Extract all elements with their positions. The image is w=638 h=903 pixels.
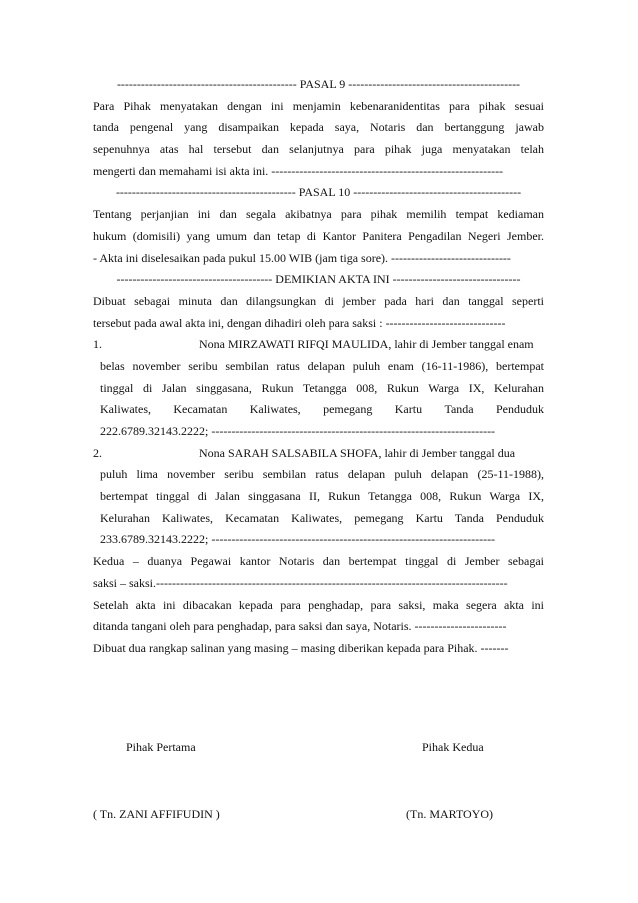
word: Tanda [444,402,474,417]
closing-line: ditanda tangani oleh para penghadap, para saksi dan saya, Notaris. ----------------------- [93,619,507,634]
second-party-title: Pihak Kedua [422,740,484,754]
word: Penduduk [495,402,544,417]
word: Kecamatan [173,402,228,417]
witness-1-spread-line [93,399,544,421]
first-party-name: ( Tn. ZANI AFFIFUDIN ) [93,807,220,821]
witness-1-number: 1. [93,337,102,352]
paragraph-line: - Akta ini diselesaikan pada pukul 15.00 WIB (jam tiga sore). ------------------------------ [93,250,511,265]
pasal-10-heading: --------------------------------------------- PASAL 10 ------------------------------------------ [115,185,522,200]
witness-1-text: Nona MIRZAWATI RIFQI MAULIDA, lahir di Jember tanggal enam [199,337,534,352]
witness-1-line: tinggal di Jalan singgasana, Rukun Tetangga 008, Rukun Warga IX, Kelurahan [100,380,544,395]
closing-line: Kedua – duanya Pegawai kantor Notaris dan bertempat tinggal di Jember sebagai [93,554,544,569]
witness-2-id-line: 233.6789.32143.2222; ----------------------------------------------------------------------- [100,532,496,547]
closing-line: Setelah akta ini dibacakan kepada para penghadap, para saksi, maka segera akta ini [93,597,544,612]
paragraph-line: Tentang perjanjian ini dan segala akibatnya para pihak memilih tempat kediaman [93,207,544,222]
pasal-9-heading: --------------------------------------------- PASAL 9 ------------------------------------------- [116,77,521,91]
deed-page [93,74,544,821]
paragraph-line: Para Pihak menyatakan dengan ini menjamin kebenaranidentitas para pihak sesuai [93,98,544,113]
paragraph-line: Dibuat sebagai minuta dan dilangsungkan di jember pada hari dan tanggal seperti [93,293,544,308]
signature-titles [93,740,544,762]
signature-names [93,807,544,829]
closing-line: Dibuat dua rangkap salinan yang masing – masing diberikan kepada para Pihak. ------- [93,640,509,655]
closing-line: saksi – saksi.---------------------------------------------------------------------------------------- [93,575,508,590]
witness-2-text: Nona SARAH SALSABILA SHOFA, lahir di Jember tanggal dua [199,445,516,460]
word: Kaliwates, [100,402,151,417]
word: Kaliwates, [249,402,301,417]
witness-1-line: belas november seribu sembilan ratus delapan puluh enam (16-11-1986), bertempat [100,358,544,373]
witness-2-number: 2. [93,445,102,460]
witness-1-first-line [93,334,544,356]
witness-2-line: puluh lima november seribu sembilan ratus delapan puluh delapan (25-11-1988), [100,467,544,482]
witness-2-first-line [93,443,544,465]
paragraph-line: mengerti dan memahami isi akta ini. ---------------------------------------------------------- [93,163,504,178]
word: pemegang [323,402,373,417]
witness-2-line: Kelurahan Kaliwates, Kecamatan Kaliwates, pemegang Kartu Tanda Penduduk [100,510,544,525]
paragraph-line: tanda pengenal yang disampaikan kepada saya, Notaris dan bertanggung jawab [93,120,544,135]
second-party-name: (Tn. MARTOYO) [406,807,494,821]
paragraph-line: tersebut pada awal akta ini, dengan dihadiri oleh para saksi : ------------------------------ [93,315,506,330]
demikian-akta-heading: --------------------------------------- DEMIKIAN AKTA INI -------------------------------- [116,272,521,287]
word: Kartu [394,402,423,417]
first-party-title: Pihak Pertama [126,740,196,754]
paragraph-line: hukum (domisili) yang umum dan tetap di Kantor Panitera Pengadilan Negeri Jember. [93,228,544,243]
paragraph-line: sepenuhnya atas hal tersebut dan selanjutnya para pihak juga menyatakan telah [93,142,544,157]
witness-2-line: bertempat tinggal di Jalan singgasana II, Rukun Tetangga 008, Rukun Warga IX, [100,489,544,504]
witness-1-id-line: 222.6789.32143.2222; ----------------------------------------------------------------------- [100,424,496,438]
